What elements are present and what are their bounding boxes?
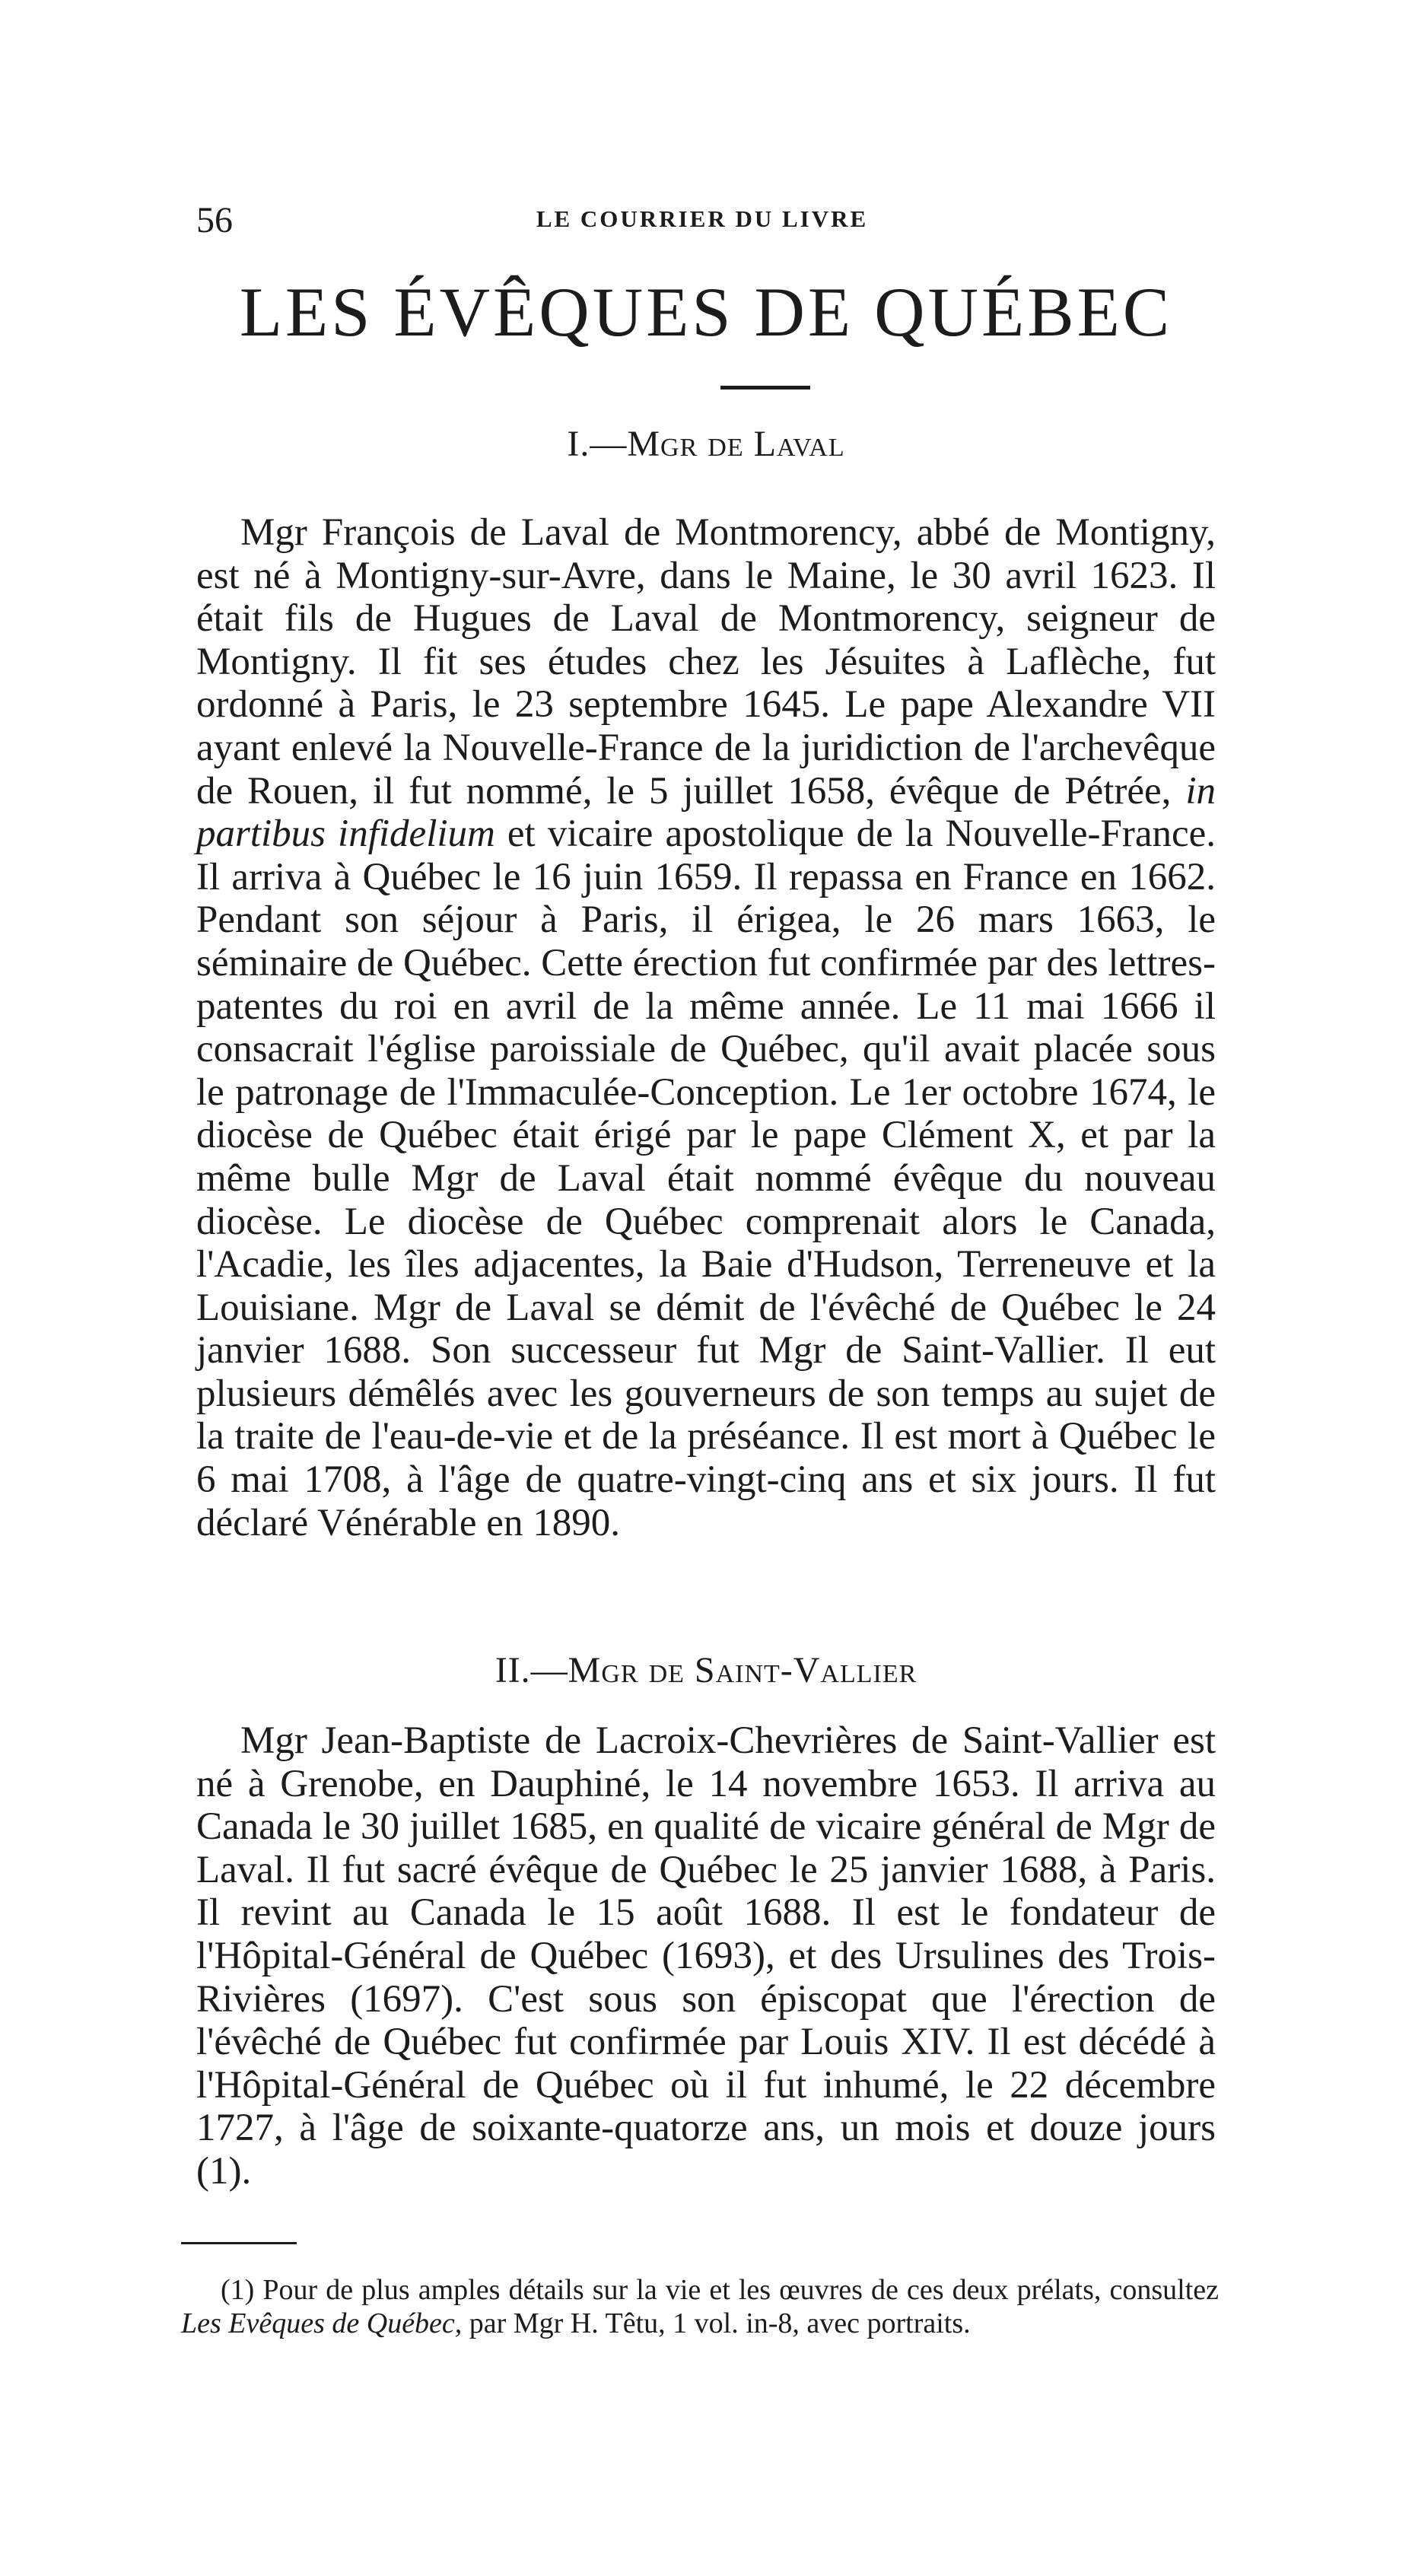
section-heading-saint-vallier xyxy=(196,1649,1216,1691)
page-number: 56 xyxy=(196,200,233,240)
section-numeral: II.— xyxy=(495,1650,568,1690)
latin-phrase: in partibus infidelium xyxy=(196,769,1216,856)
section-heading-name: Mgr de Saint-Vallier xyxy=(568,1650,917,1690)
paragraph-text: Mgr François de Laval de Montmorency, abbé de Montigny, est né à Montigny-sur-Avre, dans le Maine, le 30 avril 1623. Il était fils de Hugues de Laval de Montmorency, seigneur de Montigny. Il fit ses études chez les Jésuites à Laflèche, fut ordonné à Paris, le 23 septembre 1645. Le pape Alexandre VII ayant enlevé la Nouvelle-France de la juridiction de l'archevêque de Rouen, il fut nommé, le 5 juillet 1658, évêque de Pétrée, xyxy=(196,511,1216,813)
section-paragraph-laval xyxy=(196,511,1216,1544)
running-header xyxy=(196,199,1208,245)
footnote-text-continued: par Mgr H. Têtu, 1 vol. in-8, avec portraits. xyxy=(469,2307,971,2339)
footnote-rule xyxy=(181,2242,297,2244)
section-heading-laval xyxy=(196,423,1216,465)
article-title: LES ÉVÊQUES DE QUÉBEC xyxy=(239,273,1173,351)
footnote-text: (1) Pour de plus amples détails sur la vie et les œuvres de ces deux prélats, consultez xyxy=(221,2274,1219,2306)
running-title: LE COURRIER DU LIVRE xyxy=(536,205,869,232)
paragraph-text-continued: et vicaire apostolique de la Nouvelle-France. Il arriva à Québec le 16 juin 1659. Il repassa en France en 1662. Pendant son séjour à Paris, il érigea, le 26 mars 1663, le séminaire de Québec. Cette érection fut confirmée par des lettres-patentes du roi en avril de la même année. Le 11 mai 1666 il consacrait l'église paroissiale de Québec, qu'il avait placée sous le patronage de l'Immaculée-Conception. Le 1er octobre 1674, le diocèse de Québec était érigé par le pape Clément X, et par la même bulle Mgr de Laval était nommé évêque du nouveau diocèse. Le diocèse de Québec comprenait alors le Canada, l'Acadie, les îles adjacentes, la Baie d'Hudson, Terreneuve et la Louisiane. Mgr de Laval se démit de l'évêché de Québec le 24 janvier 1688. Son successeur fut Mgr de Saint-Vallier. Il eut plusieurs démêlés avec les gouverneurs de son temps au sujet de la traite de l'eau-de-vie et de la préséance. Il est mort à Québec le 6 mai 1708, à l'âge de quatre-vingt-cinq ans et six jours. Il fut déclaré Vénérable en 1890. xyxy=(196,813,1216,1544)
title-divider-rule xyxy=(720,386,810,390)
section-heading-name: Mgr de Laval xyxy=(627,424,845,464)
footnote-book-title: Les Evêques de Québec, xyxy=(181,2307,463,2339)
footnote xyxy=(181,2273,1219,2340)
section-numeral: I.— xyxy=(567,424,628,464)
section-paragraph-saint-vallier: Mgr Jean-Baptiste de Lacroix-Chevrières de Saint-Vallier est né à Grenobe, en Dauphiné, le 14 novembre 1653. Il arriva au Canada le 30 juillet 1685, en qualité de vicaire général de Mgr de Laval. Il fut sacré évêque de Québec le 25 janvier 1688, à Paris. Il revint au Canada le 15 août 1688. Il est le fondateur de l'Hôpital-Général de Québec (1693), et des Ursulines des Trois-Rivières (1697). C'est sous son épiscopat que l'érection de l'évêché de Québec fut confirmée par Louis XIV. Il est décédé à l'Hôpital-Général de Québec où il fut inhumé, le 22 décembre 1727, à l'âge de soixante-quatorze ans, un mois et douze jours (1). xyxy=(196,1719,1216,2193)
